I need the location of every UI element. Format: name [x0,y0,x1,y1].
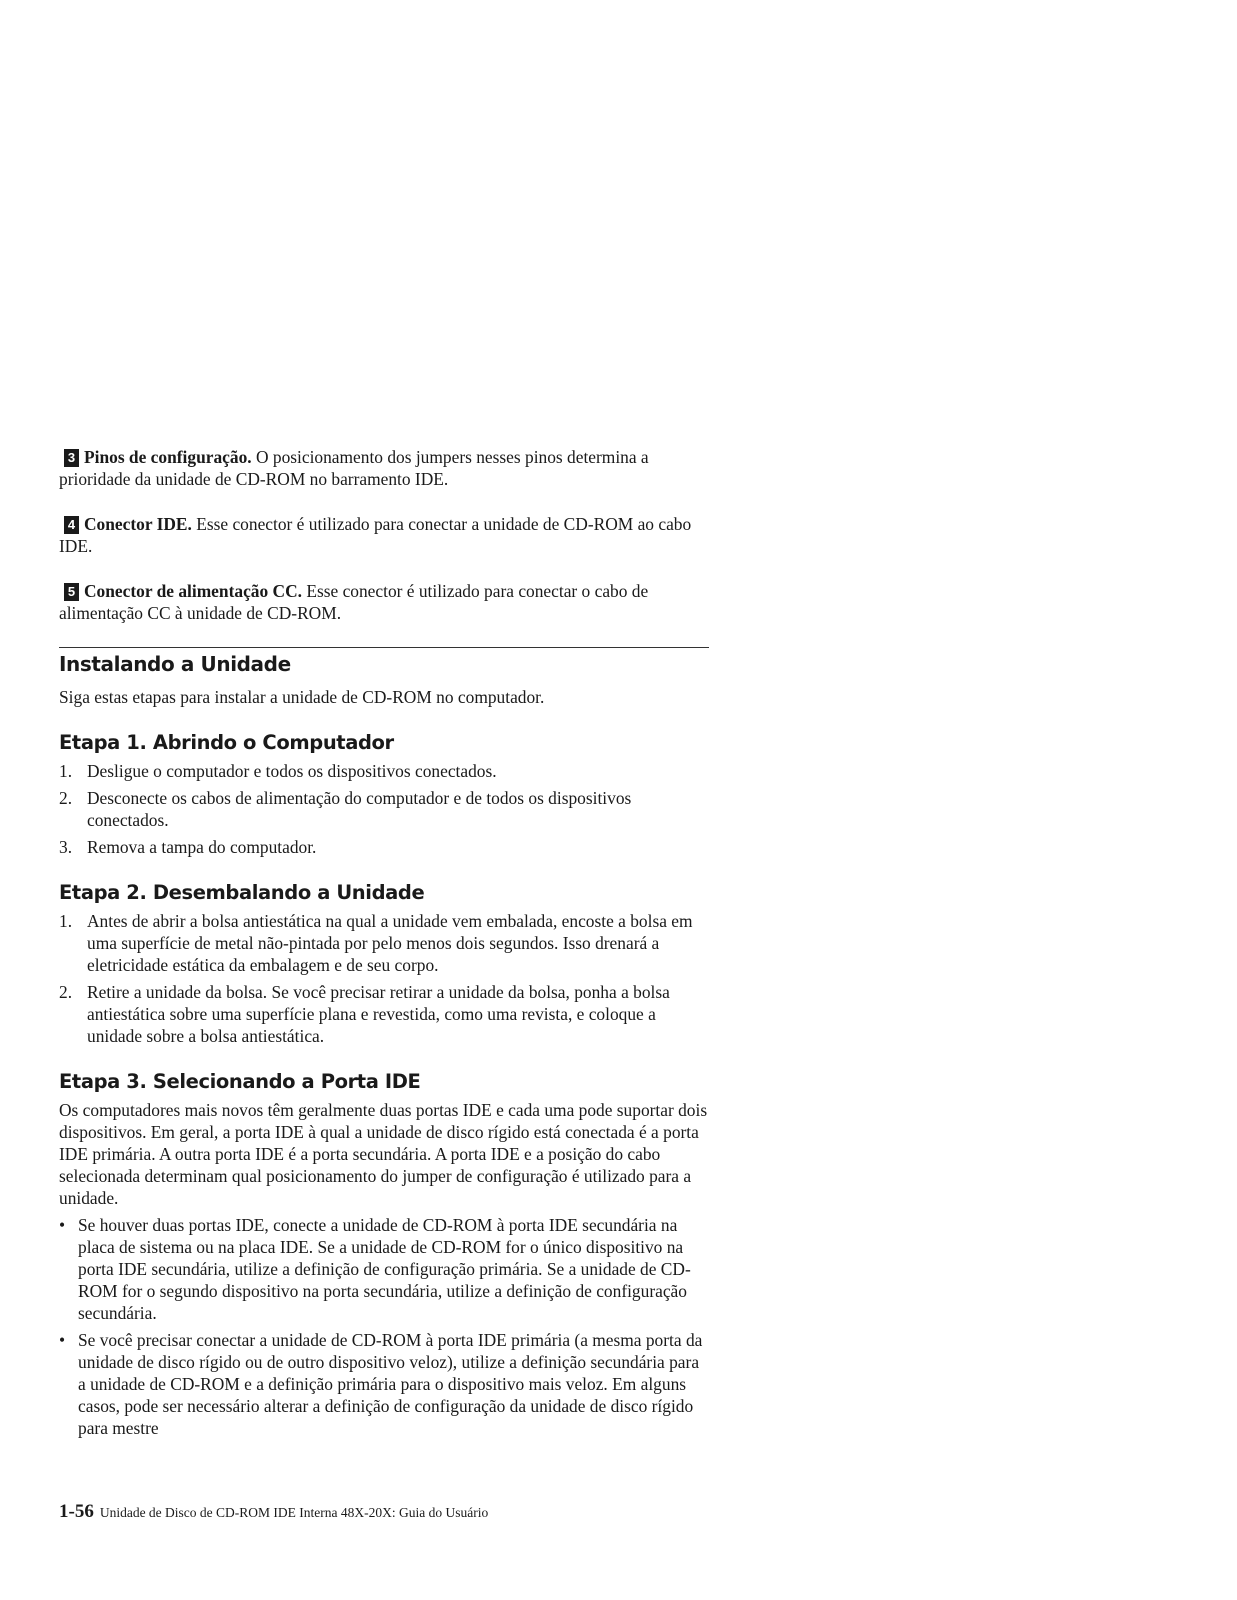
item-text: Remova a tampa do computador. [87,837,317,857]
callout-title: Conector de alimentação CC. [84,581,302,601]
step2-list [59,910,709,1047]
list-item [59,1214,709,1324]
step1-title: Etapa 1. Abrindo o Computador [59,731,394,754]
callout-text: Esse conector é utilizado para conectar a unidade de CD-ROM ao cabo IDE. [59,514,692,556]
section-intro: Siga estas etapas para instalar a unidade de CD-ROM no computador. [59,687,545,707]
item-text: Desconecte os cabos de alimentação do computador e de todos os dispositivos conectados. [87,788,632,830]
callout-text: Esse conector é utilizado para conectar o cabo de alimentação CC à unidade de CD-ROM. [59,581,649,623]
list-item [59,836,709,858]
section-divider [59,647,709,648]
step2-title: Etapa 2. Desembalando a Unidade [59,881,425,904]
item-number: 2. [59,788,73,808]
callout-number-badge: 5 [64,583,79,601]
page-content [59,446,709,1444]
item-number: 1. [59,761,73,781]
step3-bullet-list [59,1214,709,1439]
callout-text: O posicionamento dos jumpers nesses pinos determina a prioridade da unidade de CD-ROM no barramento IDE. [59,447,649,489]
callout-ide-connector [59,513,709,557]
list-item [59,981,709,1047]
list-item [59,787,709,831]
item-text: Se houver duas portas IDE, conecte a unidade de CD-ROM à porta IDE secundária na placa de sistema ou na placa IDE. Se a unidade de CD-ROM for o único dispositivo na porta IDE secundária, utilize a definição de configuração primária. Se a unidade de CD-ROM for o segundo dispositivo na porta secundária, utilize a definição de configuração secundária. [78,1215,691,1323]
step1-list [59,760,709,858]
step3-intro: Os computadores mais novos têm geralmente duas portas IDE e cada uma pode suportar dois dispositivos. Em geral, a porta IDE à qual a unidade de disco rígido está conectada é a porta IDE primária. A outra porta IDE é a porta secundária. A porta IDE e a posição do cabo selecionada determinam qual posicionamento do jumper de configuração é utilizado para a unidade. [59,1100,708,1208]
list-item [59,1329,709,1439]
bullet-glyph: • [59,1330,66,1350]
callout-title: Pinos de configuração. [84,447,252,467]
callout-dc-power-connector [59,580,709,624]
item-text: Retire a unidade da bolsa. Se você precisar retirar a unidade da bolsa, ponha a bolsa antiestática sobre uma superfície plana e revestida, como uma revista, e coloque a unidade sobre a bolsa antiestática. [87,982,670,1046]
item-text: Desligue o computador e todos os dispositivos conectados. [87,761,497,781]
section-title: Instalando a Unidade [59,652,291,676]
item-number: 1. [59,911,73,931]
page-number: 1-56 [59,1501,94,1522]
footer-text: Unidade de Disco de CD-ROM IDE Interna 48X-20X: Guia do Usuário [99,1505,489,1520]
list-item [59,910,709,976]
item-text: Antes de abrir a bolsa antiestática na qual a unidade vem embalada, encoste a bolsa em uma superfície de metal não-pintada por pelo menos dois segundos. Isso drenará a eletricidade estática da embalagem e de seu corpo. [87,911,693,975]
page-footer [59,1502,488,1523]
item-number: 3. [59,837,73,857]
item-text: Se você precisar conectar a unidade de CD-ROM à porta IDE primária (a mesma porta da unidade de disco rígido ou de outro dispositivo veloz), utilize a definição secundária para a unidade de CD-ROM e a definição primária para o dispositivo mais veloz. Em alguns casos, pode ser necessário alterar a definição de configuração da unidade de disco rígido para mestre [78,1330,703,1438]
callout-number-badge: 4 [64,516,79,534]
step3-title: Etapa 3. Selecionando a Porta IDE [59,1070,421,1093]
item-number: 2. [59,982,73,1002]
list-item [59,760,709,782]
callout-title: Conector IDE. [84,514,192,534]
bullet-glyph: • [59,1215,66,1235]
callout-number-badge: 3 [64,449,79,467]
callout-configuration-pins [59,446,709,490]
